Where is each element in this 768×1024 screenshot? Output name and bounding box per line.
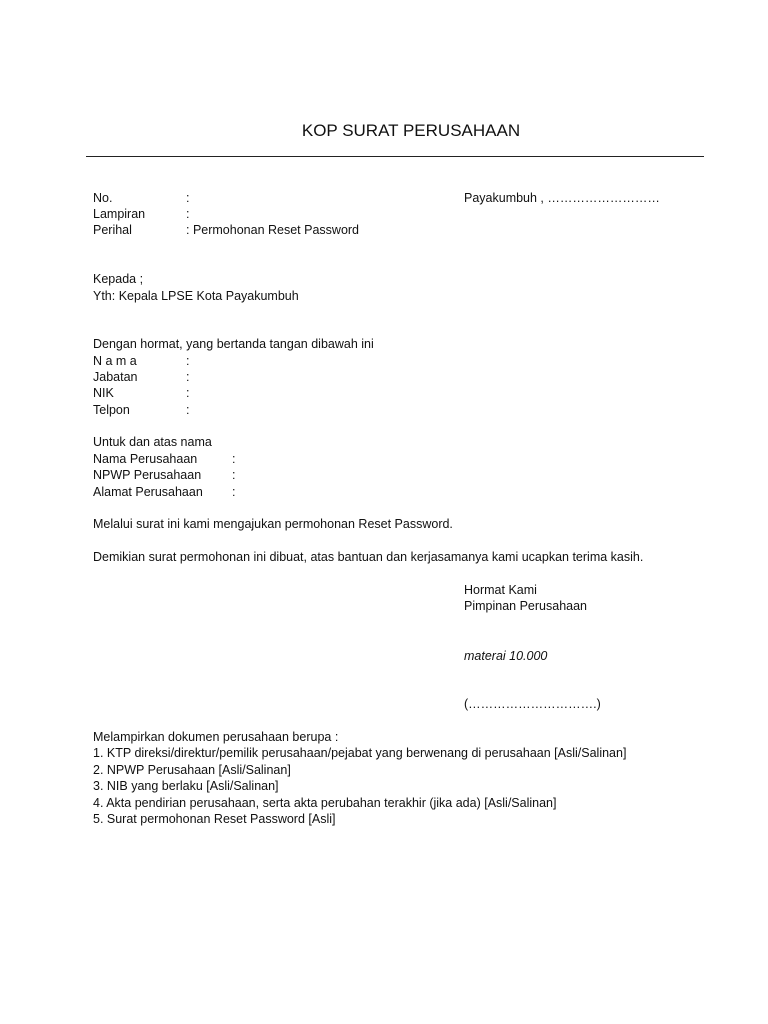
nama-perusahaan-colon: : [232,452,236,466]
alamat-label: Alamat Perusahaan [93,485,203,499]
recipient-yth: Yth: Kepala LPSE Kota Payakumbuh [93,289,299,303]
signature-name-placeholder: (………………………….) [464,697,601,711]
stamp-duty-note: materai 10.000 [464,649,548,663]
attachment-item: 4. Akta pendirian perusahaan, serta akta perubahan terakhir (jika ada) [Asli/Salinan] [93,796,557,810]
npwp-colon: : [232,468,236,482]
attachment-item: 1. KTP direksi/direktur/pemilik perusahaan/pejabat yang berwenang di perusahaan [Asli/Salinan] [93,746,627,760]
attachment-item: 5. Surat permohonan Reset Password [Asli] [93,812,336,826]
attachment-item: 3. NIB yang berlaku [Asli/Salinan] [93,779,279,793]
perihal-label: Perihal [93,223,132,237]
attachment-item: 2. NPWP Perusahaan [Asli/Salinan] [93,763,291,777]
no-label: No. [93,191,113,205]
nik-label: NIK [93,386,114,400]
lampiran-label: Lampiran [93,207,146,221]
lampiran-colon: : [186,207,190,221]
signature-position: Pimpinan Perusahaan [464,599,587,613]
telpon-label: Telpon [93,403,130,417]
alamat-colon: : [232,485,236,499]
npwp-label: NPWP Perusahaan [93,468,202,482]
no-colon: : [186,191,190,205]
jabatan-label: Jabatan [93,370,138,384]
nama-label: N a m a [93,354,137,368]
telpon-colon: : [186,403,190,417]
nik-colon: : [186,386,190,400]
recipient-kepada: Kepada ; [93,272,144,286]
signer-intro: Dengan hormat, yang bertanda tangan dibawah ini [93,337,374,351]
signature-regards: Hormat Kami [464,583,537,597]
place-date: Payakumbuh , ……………………… [464,191,660,205]
jabatan-colon: : [186,370,190,384]
request-paragraph: Melalui surat ini kami mengajukan permohonan Reset Password. [93,517,453,531]
letterhead-title: KOP SURAT PERUSAHAAN [301,121,521,140]
perihal-value: : Permohonan Reset Password [186,223,360,237]
nama-perusahaan-label: Nama Perusahaan [93,452,198,466]
company-intro: Untuk dan atas nama [93,435,212,449]
nama-colon: : [186,354,190,368]
attachments-intro: Melampirkan dokumen perusahaan berupa : [93,730,339,744]
closing-paragraph: Demikian surat permohonan ini dibuat, atas bantuan dan kerjasamanya kami ucapkan terima kasih. [93,550,644,564]
letterhead-divider [86,156,704,157]
